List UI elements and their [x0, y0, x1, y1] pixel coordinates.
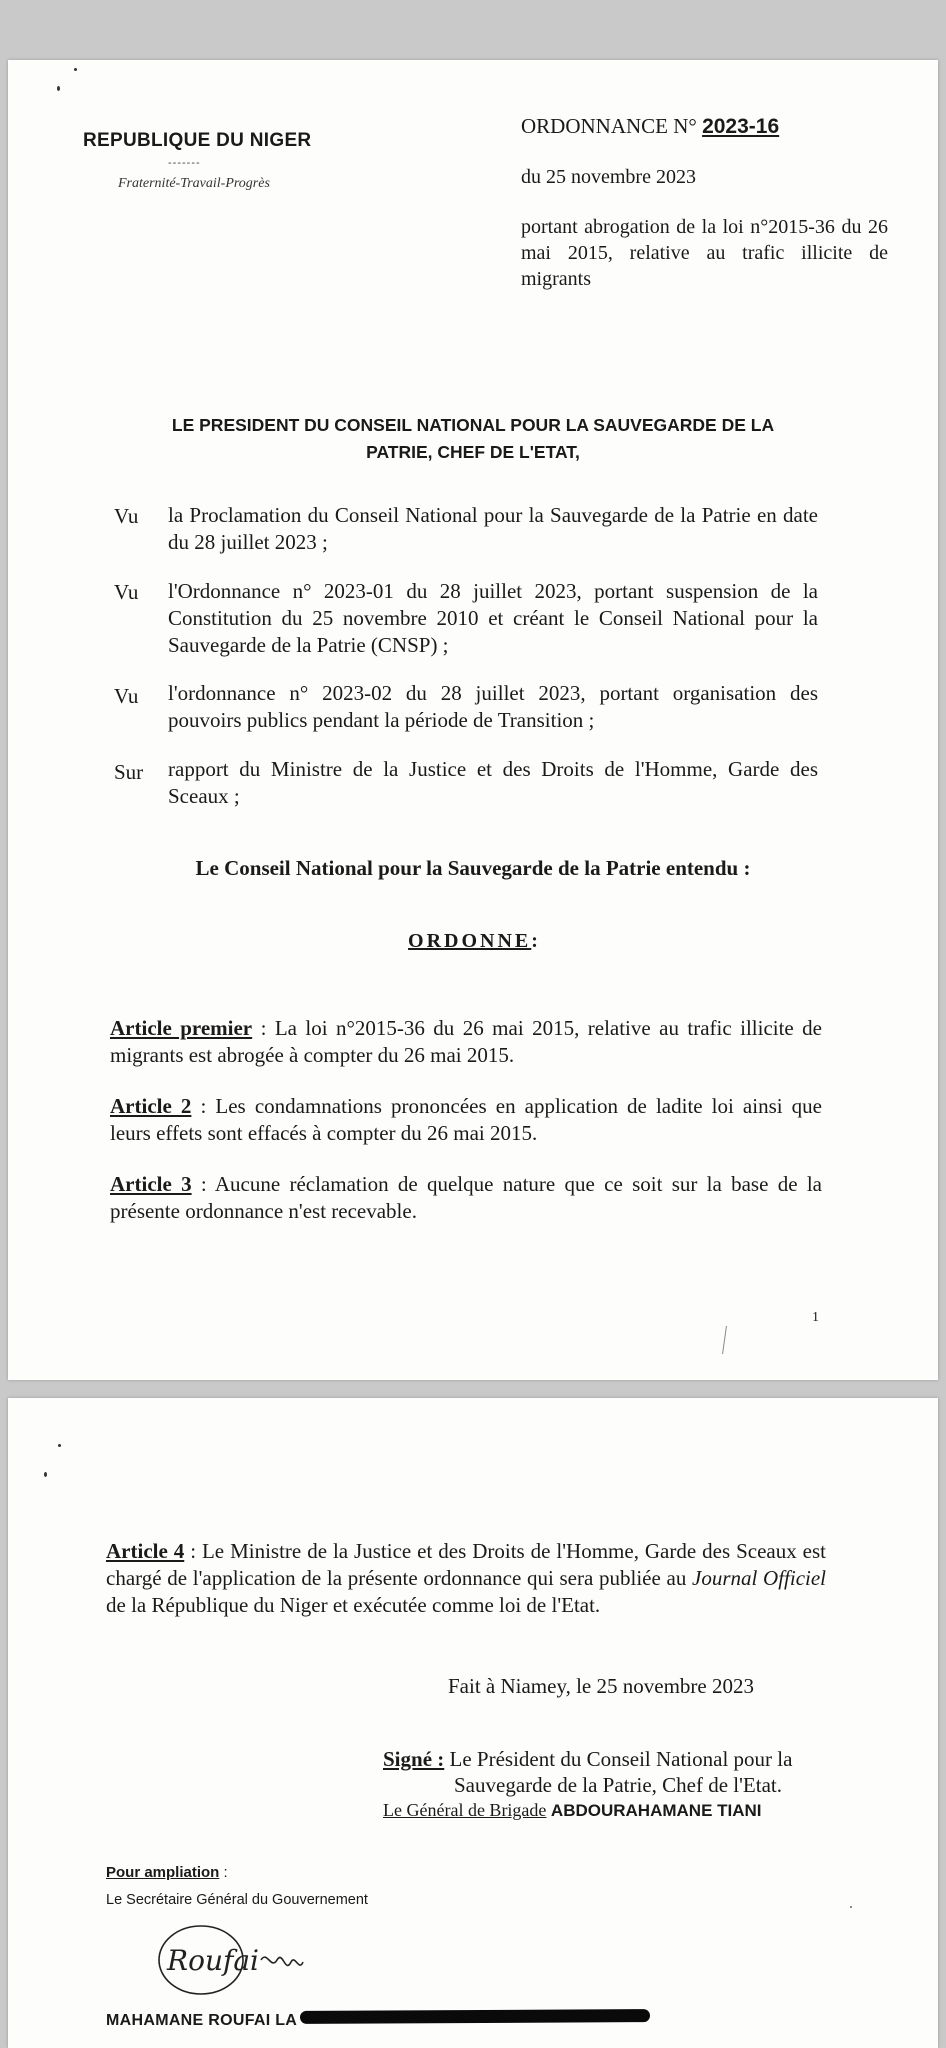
ampliation-label: Pour ampliation — [106, 1864, 220, 1881]
signature-text: Roufai — [167, 1944, 259, 1977]
scan-mark — [722, 1326, 735, 1354]
scan-speck — [58, 1444, 61, 1447]
journal-officiel: Journal Officiel — [692, 1566, 827, 1590]
scan-speck — [44, 1472, 47, 1477]
scan-speck — [74, 68, 77, 71]
article-text: Les condamnations prononcées en application de ladite loi ainsi que leurs effets sont effacés à compter du 26 mai 2015. — [110, 1094, 823, 1145]
visa-text: rapport du Ministre de la Justice et des Droits de l'Homme, Garde des Sceaux ; — [168, 757, 818, 808]
article-separator: : — [184, 1539, 202, 1563]
council-heard: Le Conseil National pour la Sauvegarde de la Patrie entendu : — [195, 856, 751, 880]
visa-label: Sur — [114, 760, 144, 784]
article-text: Le Ministre de la Justice et des Droits de l'Homme, Garde des Sceaux est chargé de l'application de la présente ordonnance qui sera publiée au — [106, 1539, 826, 1590]
visa-label: Vu — [114, 504, 139, 528]
republic-heading: REPUBLIQUE DU NIGER — [83, 130, 312, 151]
ordinance-date: du 25 novembre 2023 — [521, 166, 696, 188]
article-separator: : — [191, 1172, 215, 1196]
president-title-line2: PATRIE, CHEF DE L'ETAT, — [366, 442, 580, 462]
article-title: Article 3 — [110, 1172, 192, 1196]
signatory-rank: Le Général de Brigade — [383, 1800, 547, 1820]
signed-line1: Le Président du Conseil National pour la — [449, 1747, 793, 1771]
document-page-1 — [8, 60, 938, 1380]
redaction-bar — [300, 2009, 650, 2024]
article-2 — [110, 1093, 822, 1147]
visa-text: l'Ordonnance n° 2023-01 du 28 juillet 2023, portant suspension de la Constitution du 25 novembre 2010 et créant le Conseil National pour la Sauvegarde de la Patrie (CNSP) ; — [168, 579, 818, 657]
secretary-role: Le Secrétaire Général du Gouvernement — [106, 1892, 368, 1908]
ordonne-word: ORDONNE — [408, 930, 532, 952]
article-text: Aucune réclamation de quelque nature que ce soit sur la base de la présente ordonnance n'est recevable. — [110, 1172, 822, 1223]
handwritten-signature — [153, 1918, 343, 2008]
signature-block — [383, 1746, 792, 1773]
scan-speck — [57, 86, 60, 91]
article-text: de la République du Niger et exécutée comme loi de l'Etat. — [106, 1593, 601, 1617]
ordinance-prefix: ORDONNANCE N° — [521, 114, 697, 138]
visa-text: l'ordonnance n° 2023-02 du 28 juillet 2023, portant organisation des pouvoirs publics pendant la période de Transition ; — [168, 681, 818, 732]
national-motto: Fraternité-Travail-Progrès — [118, 176, 270, 191]
signatory-name: ABDOURAHAMANE TIANI — [550, 1801, 762, 1820]
article-premier — [110, 1015, 822, 1069]
article-title: Article 4 — [106, 1539, 185, 1563]
article-4 — [106, 1538, 826, 1619]
ordonne-heading — [8, 930, 938, 953]
president-title-line1: LE PRESIDENT DU CONSEIL NATIONAL POUR LA SAUVEGARDE DE LA — [171, 415, 775, 435]
signatory-line — [383, 1800, 762, 1821]
president-title — [8, 412, 938, 466]
secretary-name: MAHAMANE ROUFAI LA — [106, 2012, 298, 2029]
ordinance-subject: portant abrogation de la loi n°2015-36 du 26 mai 2015, relative au trafic illicite de migrants — [521, 216, 888, 290]
ordinance-number: 2023-16 — [702, 115, 780, 138]
article-3 — [110, 1171, 822, 1225]
ordonne-colon: : — [531, 930, 538, 952]
signed-label: Signé : — [383, 1747, 445, 1771]
place-date: Fait à Niamey, le 25 novembre 2023 — [448, 1674, 754, 1698]
signature-flourish — [261, 1957, 303, 1965]
signed-line2: Sauvegarde de la Patrie, Chef de l'Etat. — [454, 1773, 782, 1797]
article-separator: : — [191, 1094, 216, 1118]
article-title: Article premier — [110, 1016, 253, 1040]
visa-label: Vu — [114, 684, 139, 708]
scan-speck — [850, 1906, 852, 1908]
article-title: Article 2 — [110, 1094, 192, 1118]
ordinance-number-line — [521, 114, 779, 139]
visa-text: la Proclamation du Conseil National pour la Sauvegarde de la Patrie en date du 28 juillet 2023 ; — [168, 503, 818, 554]
article-text: La loi n°2015-36 du 26 mai 2015, relative au trafic illicite de migrants est abrogée à compter du 26 mai 2015. — [110, 1016, 822, 1067]
article-separator: : — [252, 1016, 275, 1040]
page-number: 1 — [812, 1310, 819, 1325]
motto-separator: ------- — [168, 157, 201, 169]
ampliation-colon: : — [219, 1864, 228, 1881]
document-page-2 — [8, 1398, 938, 2048]
visa-label: Vu — [114, 580, 139, 604]
ampliation-heading — [106, 1864, 228, 1881]
